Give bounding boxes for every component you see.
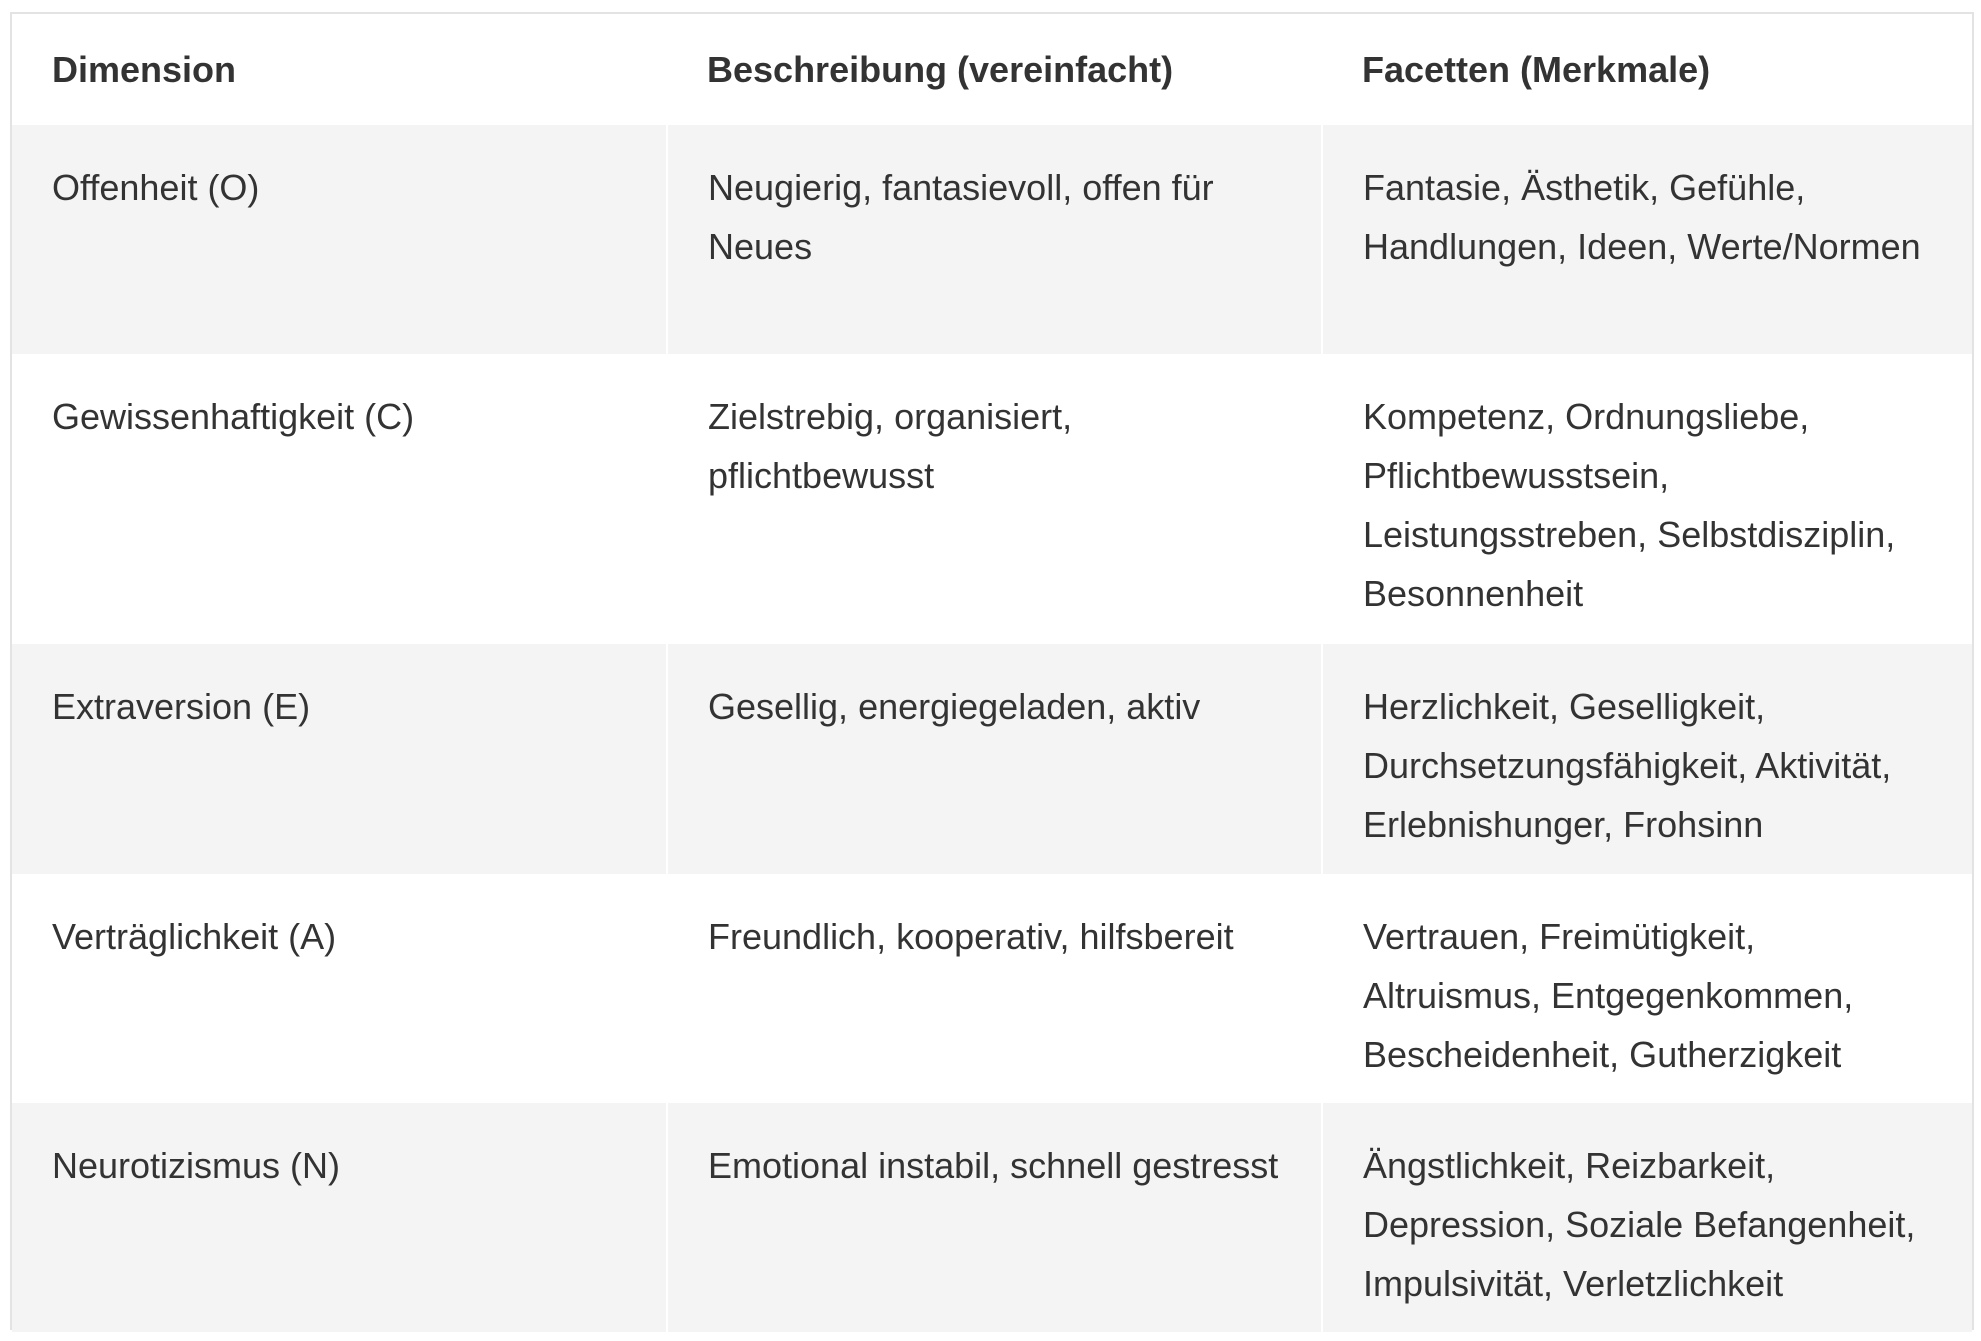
header-row — [12, 14, 1972, 125]
table-body — [12, 125, 1972, 1332]
cell-dimension: Verträglichkeit (A) — [52, 916, 337, 957]
cell-dimension: Neurotizismus (N) — [12, 1103, 667, 1332]
table-row — [12, 644, 1972, 874]
cell-description: Neugierig, fantasievoll, offen für Neues — [667, 125, 1322, 354]
column-header-description: Beschreibung (vereinfacht) — [707, 49, 1174, 90]
column-header-facets: Facetten (Merkmale) — [1362, 49, 1711, 90]
table-row — [12, 125, 1972, 354]
cell-dimension: Offenheit (O) — [12, 125, 667, 354]
cell-description: Emotional instabil, schnell gestresst — [667, 1103, 1322, 1332]
cell-description: Zielstrebig, organisiert, pflichtbewusst — [667, 354, 1322, 644]
big-five-table — [10, 12, 1974, 1330]
table-row — [12, 1103, 1972, 1332]
table-row — [12, 354, 1972, 644]
column-header-dimension: Dimension — [52, 49, 237, 90]
cell-facets: Ängstlichkeit, Reizbarkeit, Depression, Soziale Befangenheit, Impulsivität, Verletzlichkeit — [1322, 1103, 1972, 1332]
cell-facets: Vertrauen, Freimütigkeit, Altruismus, Entgegenkommen, Bescheidenheit, Gutherzigkeit — [1322, 874, 1972, 1103]
cell-description: Freundlich, kooperativ, hilfsbereit — [667, 874, 1322, 1103]
cell-facets: Kompetenz, Ordnungsliebe, Pflichtbewusstsein, Leistungsstreben, Selbstdisziplin, Besonnenheit — [1322, 354, 1972, 644]
cell-facets: Fantasie, Ästhetik, Gefühle, Handlungen, Ideen, Werte/Normen — [1322, 125, 1972, 354]
table-row — [12, 874, 1972, 1103]
cell-dimension: Extraversion (E) — [12, 644, 667, 874]
cell-description: Gesellig, energiegeladen, aktiv — [667, 644, 1322, 874]
cell-facets: Herzlichkeit, Geselligkeit, Durchsetzungsfähigkeit, Aktivität, Erlebnishunger, Frohsinn — [1322, 644, 1972, 874]
data-table — [12, 14, 1972, 1332]
cell-dimension: Gewissenhaftigkeit (C) — [52, 396, 415, 437]
table-header — [12, 14, 1972, 125]
